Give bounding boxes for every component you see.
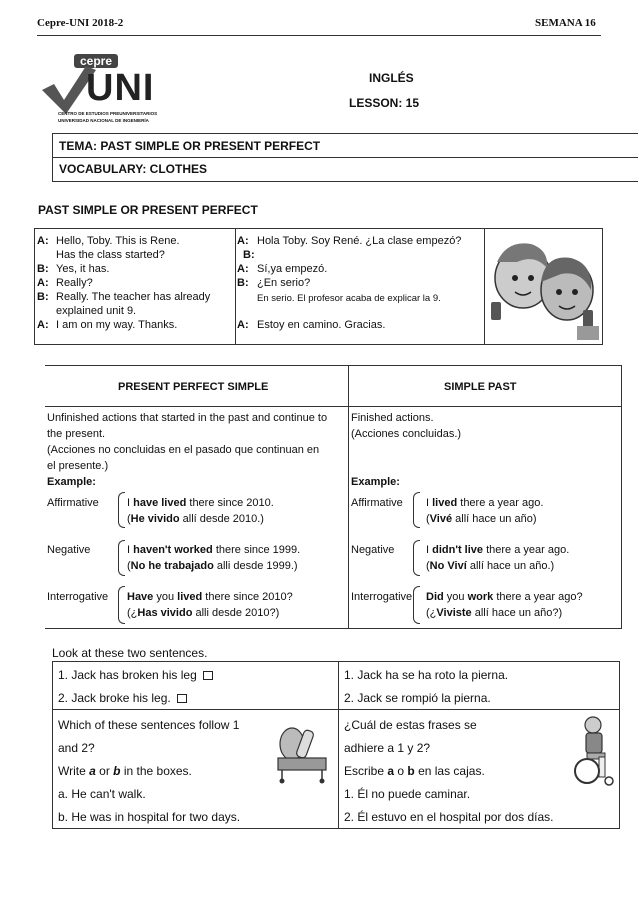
pp-int-en: Have you lived there since 2010? — [127, 591, 293, 603]
sp-interrogative-example — [426, 589, 583, 621]
dialog-es-line-5: En serio. El profesor acaba de explicar la 9. — [257, 293, 441, 304]
pp-aff-en: I have lived there since 2010. — [127, 497, 274, 509]
logo-sub2: UNIVERSIDAD NACIONAL DE INGENIERÍA — [58, 118, 149, 123]
sp-header: SIMPLE PAST — [444, 381, 517, 393]
sp-description — [351, 410, 461, 442]
sp-negative-label: Negative — [351, 544, 395, 556]
exercise-question — [58, 714, 240, 829]
answer-box-1[interactable] — [203, 671, 213, 680]
dialog-es-line-4: B: ¿En serio? — [237, 277, 311, 289]
pp-interrogative-example — [127, 589, 293, 621]
exercise-respuesta — [344, 714, 553, 829]
header-left: Cepre-UNI 2018-2 — [37, 17, 124, 29]
pp-affirmative-example — [127, 495, 274, 527]
sp-example-label: Example: — [351, 476, 400, 488]
kids-phone-illustration — [487, 232, 599, 340]
lesson-title: LESSON: 15 — [349, 96, 420, 110]
header-right: SEMANA 16 — [535, 17, 596, 29]
logo-sub1: CENTRO DE ESTUDIOS PREUNIVERSITARIOS — [58, 111, 158, 116]
look-instruction: Look at these two sentences. — [52, 646, 208, 660]
pp-interrogative-brace — [118, 586, 125, 624]
grammar-header-divider — [45, 406, 621, 407]
sp-int-es: (¿Viviste allí hace un año?) — [426, 607, 563, 619]
pp-negative-brace — [118, 540, 125, 576]
subject-title: INGLÉS — [369, 71, 414, 85]
question-line-1: Which of these sentences follow 1 — [58, 718, 240, 732]
wheelchair-illustration — [573, 715, 617, 787]
cepre-uni-logo — [38, 52, 158, 130]
sp-neg-en: I didn't live there a year ago. — [426, 544, 570, 556]
sp-desc-line-2: (Acciones concluidas.) — [351, 428, 462, 440]
pp-neg-es: (No he trabajado alli desde 1999.) — [127, 560, 298, 572]
pregunta-line-3: Escribe a o b en las cajas. — [344, 764, 485, 778]
dialog-en-line-5: B: Really. The teacher has already — [37, 291, 211, 303]
sp-neg-es: (No Viví allí hace un año.) — [426, 560, 555, 572]
pp-desc-line-1: Unfinished actions that started in the past and continue to — [47, 412, 328, 424]
answer-box-2[interactable] — [177, 694, 187, 703]
dialog-es-line-3: A: Sí,ya empezó. — [237, 263, 328, 275]
option-a: a. He can't walk. — [58, 787, 146, 801]
dialog-table — [34, 228, 603, 345]
dialog-en-line-7: A: I am on my way. Thanks. — [37, 319, 178, 331]
opcion-1: 1. Él no puede caminar. — [344, 787, 471, 801]
dialog-en-line-6: explained unit 9. — [56, 305, 137, 317]
section-title: PAST SIMPLE OR PRESENT PERFECT — [38, 203, 258, 217]
sp-interrogative-brace — [413, 586, 420, 624]
sp-interrogative-label: Interrogative — [351, 591, 413, 603]
pp-aff-es: (He vivido allí desde 2010.) — [127, 513, 264, 525]
pregunta-line-1: ¿Cuál de estas frases se — [344, 718, 477, 732]
header-rule — [37, 35, 601, 36]
sp-affirmative-example — [426, 495, 543, 527]
sp-affirmative-brace — [413, 492, 420, 528]
dialog-en-line-3: B: Yes, it has. — [37, 263, 110, 275]
sp-int-en: Did you work there a year ago? — [426, 591, 583, 603]
pregunta-line-2: adhiere a 1 y 2? — [344, 741, 431, 755]
pp-affirmative-label: Affirmative — [47, 497, 99, 509]
pp-affirmative-brace — [118, 492, 125, 528]
pp-int-es: (¿Has vivido alli desde 2010?) — [127, 607, 280, 619]
logo-top-text: cepre — [80, 54, 113, 68]
pp-example-label: Example: — [47, 476, 96, 488]
exercise-col-divider — [338, 662, 339, 828]
dialog-es-line-1: A: Hola Toby. Soy René. ¿La clase empezó? — [237, 235, 462, 247]
question-line-3: Write a or b in the boxes. — [58, 764, 192, 778]
pp-description — [47, 410, 327, 490]
sp-affirmative-label: Affirmative — [351, 497, 403, 509]
pp-interrogative-label: Interrogative — [47, 591, 109, 603]
dialog-es-line-2: B: — [243, 249, 255, 261]
exercise-en-1: 1. Jack has broken his leg — [58, 668, 213, 682]
dialog-en-line-1: A: Hello, Toby. This is Rene. — [37, 235, 180, 247]
sp-desc-line-1: Finished actions. — [351, 412, 434, 424]
sp-aff-en: I lived there a year ago. — [426, 497, 544, 509]
logo-main-text: UNI — [86, 67, 155, 109]
exercise-row-divider — [53, 709, 619, 710]
dialog-en-line-2: Has the class started? — [56, 249, 165, 261]
exercise-es-2: 2. Jack se rompió la pierna. — [344, 691, 491, 705]
vocab-label: VOCABULARY: CLOTHES — [59, 162, 207, 176]
pp-negative-example — [127, 542, 300, 574]
topics-box — [52, 133, 638, 182]
exercise-es-1: 1. Jack ha se ha roto la pierna. — [344, 668, 509, 682]
exercise-en-2: 2. Jack broke his leg. — [58, 691, 187, 705]
hospital-bed-illustration — [272, 722, 334, 784]
topics-divider — [53, 157, 638, 158]
question-line-2: and 2? — [58, 741, 95, 755]
pp-desc-line-4: el presente.) — [47, 460, 109, 472]
tema-label: TEMA: PAST SIMPLE OR PRESENT PERFECT — [59, 139, 321, 153]
sp-negative-brace — [413, 540, 420, 576]
option-b: b. He was in hospital for two days. — [58, 810, 241, 824]
pp-desc-line-2: the present. — [47, 428, 106, 440]
dialog-es-line-6: A: Estoy en camino. Gracias. — [237, 319, 386, 331]
opcion-2: 2. Él estuvo en el hospital por dos días. — [344, 810, 554, 824]
sp-negative-example — [426, 542, 569, 574]
dialog-en-line-4: A: Really? — [37, 277, 93, 289]
grammar-col-divider — [348, 366, 349, 628]
sp-aff-es: (Vivé allí hace un año) — [426, 513, 537, 525]
pp-negative-label: Negative — [47, 544, 91, 556]
pp-header: PRESENT PERFECT SIMPLE — [118, 381, 269, 393]
pp-desc-line-3: (Acciones no concluidas en el pasado que continuan en — [47, 444, 320, 456]
pp-neg-en: I haven't worked there since 1999. — [127, 544, 301, 556]
